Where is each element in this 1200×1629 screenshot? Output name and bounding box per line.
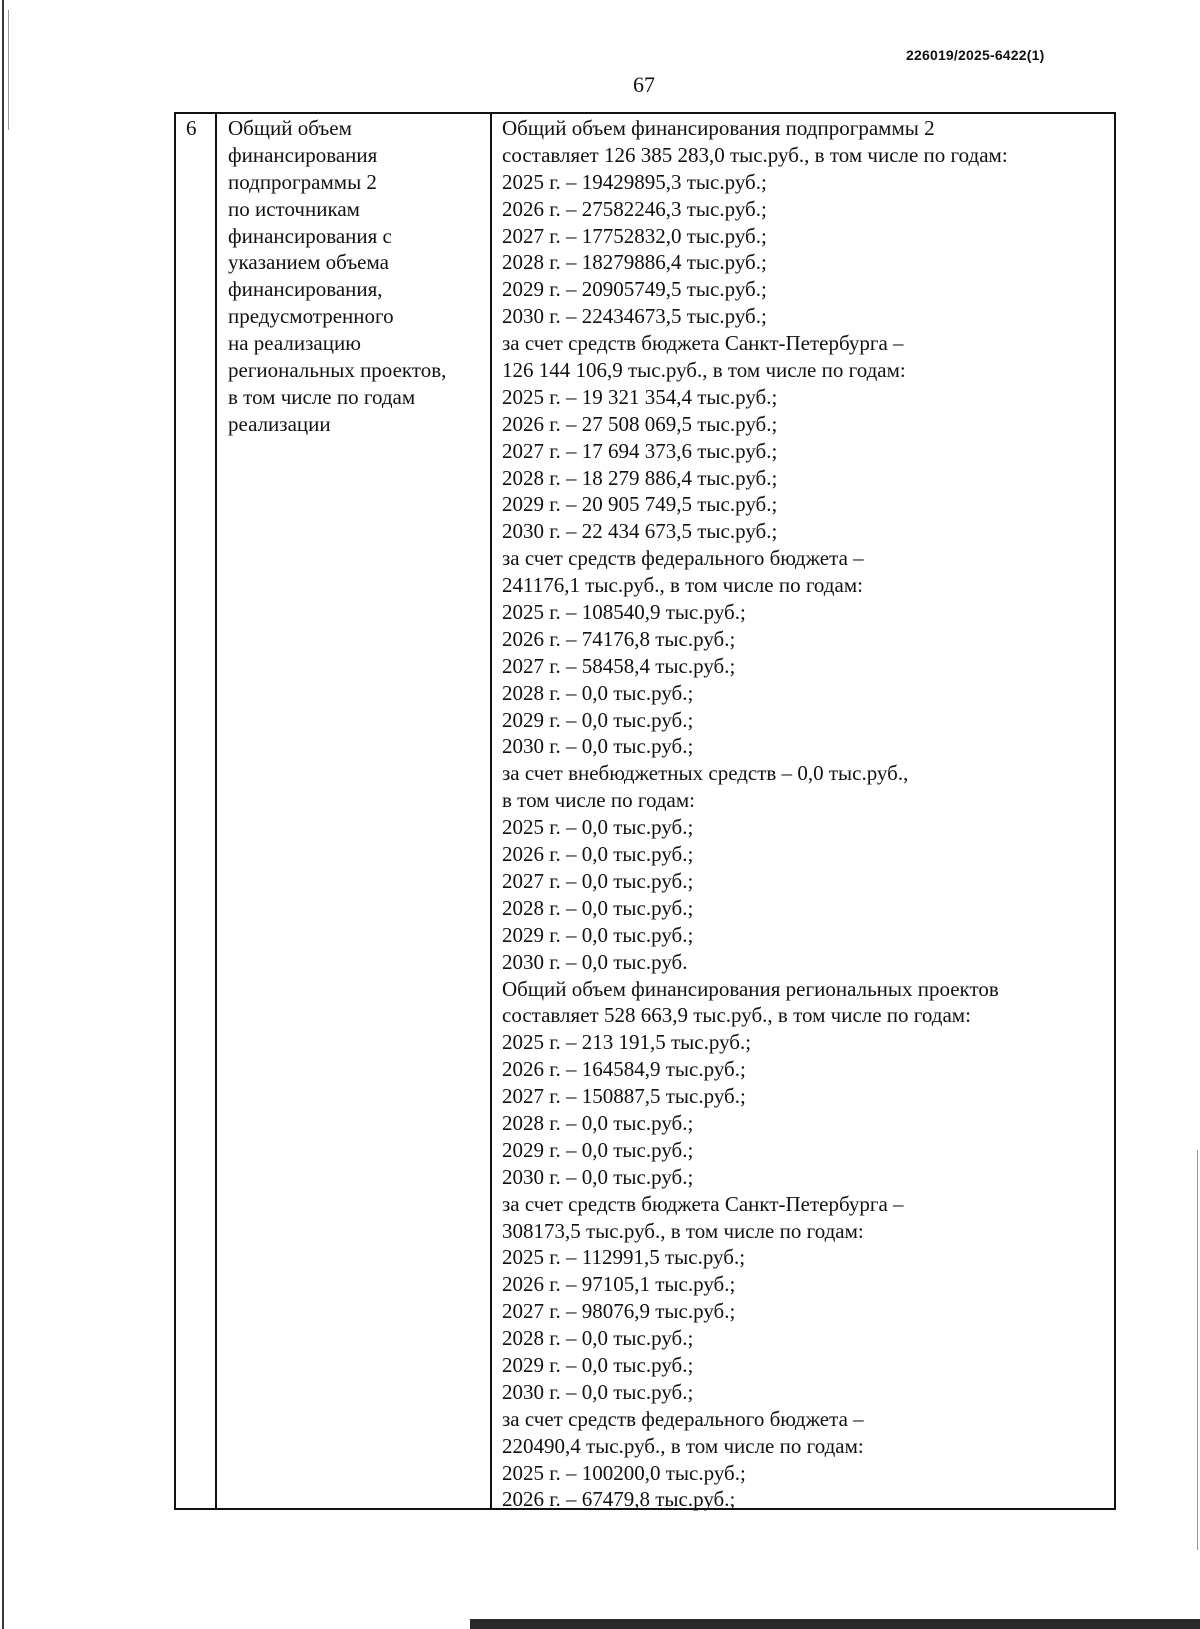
row-label-cell xyxy=(228,115,446,438)
content-line: 2027 г. – 0,0 тыс.руб.; xyxy=(502,868,694,893)
content-line: за счет средств бюджета Санкт-Петербурга – xyxy=(502,331,904,356)
label-line: в том числе по годам xyxy=(228,384,416,409)
content-line: 2027 г. – 150887,5 тыс.руб.; xyxy=(502,1084,746,1109)
content-line: 2025 г. – 0,0 тыс.руб.; xyxy=(502,815,694,840)
content-line: 2025 г. – 108540,9 тыс.руб.; xyxy=(502,600,746,625)
content-line: 2030 г. – 22434673,5 тыс.руб.; xyxy=(502,304,767,329)
content-line: 241176,1 тыс.руб., в том числе по годам: xyxy=(502,573,863,598)
content-line: 2026 г. – 74176,8 тыс.руб.; xyxy=(502,626,736,651)
content-line: 2027 г. – 17752832,0 тыс.руб.; xyxy=(502,223,767,248)
content-line: 2027 г. – 58458,4 тыс.руб.; xyxy=(502,653,736,678)
financing-table xyxy=(174,112,1116,1510)
row-number-cell: 6 xyxy=(186,116,197,140)
content-line: за счет внебюджетных средств – 0,0 тыс.руб., xyxy=(502,761,909,786)
label-line: финансирования с xyxy=(228,223,392,248)
scan-artifact-right xyxy=(1197,1150,1198,1550)
content-line: 2029 г. – 0,0 тыс.руб.; xyxy=(502,1137,694,1162)
content-line: 2025 г. – 19429895,3 тыс.руб.; xyxy=(502,169,767,194)
content-line: 2027 г. – 17 694 373,6 тыс.руб.; xyxy=(502,438,778,463)
content-line: 2030 г. – 0,0 тыс.руб.; xyxy=(502,1164,694,1189)
content-line: 308173,5 тыс.руб., в том числе по годам: xyxy=(502,1218,864,1243)
content-line: 2030 г. – 0,0 тыс.руб. xyxy=(502,949,688,974)
content-line: 2030 г. – 22 434 673,5 тыс.руб.; xyxy=(502,519,778,544)
content-line: за счет средств федерального бюджета – xyxy=(502,546,864,571)
page-number: 67 xyxy=(633,72,655,97)
content-line: 2025 г. – 213 191,5 тыс.руб.; xyxy=(502,1030,752,1055)
content-line: 2025 г. – 19 321 354,4 тыс.руб.; xyxy=(502,384,778,409)
content-line: 2028 г. – 18 279 886,4 тыс.руб.; xyxy=(502,465,778,490)
content-line: 2030 г. – 0,0 тыс.руб.; xyxy=(502,734,694,759)
content-line: 2026 г. – 67479,8 тыс.руб.; xyxy=(502,1487,736,1512)
label-line: финансирования xyxy=(228,142,378,167)
document-id: 226019/2025-6422(1) xyxy=(906,47,1045,63)
content-line: 2028 г. – 0,0 тыс.руб.; xyxy=(502,895,694,920)
content-line: 2028 г. – 18279886,4 тыс.руб.; xyxy=(502,250,767,275)
content-line: 2029 г. – 0,0 тыс.руб.; xyxy=(502,1352,694,1377)
content-line: 2026 г. – 97105,1 тыс.руб.; xyxy=(502,1272,736,1297)
label-line: Общий объем xyxy=(228,116,352,140)
content-line: Общий объем финансирования подпрограммы 2 xyxy=(502,116,935,140)
content-line: 2026 г. – 27582246,3 тыс.руб.; xyxy=(502,196,767,221)
label-line: финансирования, xyxy=(228,277,383,302)
label-line: предусмотренного xyxy=(228,304,394,329)
scan-border-bottom xyxy=(470,1619,1200,1629)
content-line: 2030 г. – 0,0 тыс.руб.; xyxy=(502,1379,694,1404)
content-line: 2028 г. – 0,0 тыс.руб.; xyxy=(502,1326,694,1351)
content-line: 2025 г. – 112991,5 тыс.руб.; xyxy=(502,1245,746,1270)
content-line: 2029 г. – 0,0 тыс.руб.; xyxy=(502,922,694,947)
content-line: 2027 г. – 98076,9 тыс.руб.; xyxy=(502,1299,736,1324)
content-line: 126 144 106,9 тыс.руб., в том числе по годам: xyxy=(502,358,906,383)
content-line: 220490,4 тыс.руб., в том числе по годам: xyxy=(502,1433,864,1458)
scan-border-left xyxy=(2,0,4,1629)
scan-artifact-left xyxy=(8,10,9,130)
content-line: 2028 г. – 0,0 тыс.руб.; xyxy=(502,680,694,705)
label-line: на реализацию xyxy=(228,331,361,356)
content-line: составляет 528 663,9 тыс.руб., в том числе по годам: xyxy=(502,1003,971,1028)
column-divider xyxy=(490,114,492,1508)
content-line: 2028 г. – 0,0 тыс.руб.; xyxy=(502,1110,694,1135)
content-line: 2029 г. – 20 905 749,5 тыс.руб.; xyxy=(502,492,778,517)
content-line: составляет 126 385 283,0 тыс.руб., в том числе по годам: xyxy=(502,142,1008,167)
content-line: за счет средств бюджета Санкт-Петербурга – xyxy=(502,1191,904,1216)
label-line: реализации xyxy=(228,411,331,436)
content-line: 2029 г. – 20905749,5 тыс.руб.; xyxy=(502,277,767,302)
content-line: в том числе по годам: xyxy=(502,788,695,813)
content-line: 2026 г. – 164584,9 тыс.руб.; xyxy=(502,1057,746,1082)
label-line: по источникам xyxy=(228,196,360,221)
content-line: Общий объем финансирования региональных проектов xyxy=(502,976,999,1001)
content-line: 2026 г. – 27 508 069,5 тыс.руб.; xyxy=(502,411,778,436)
content-line: за счет средств федерального бюджета – xyxy=(502,1406,864,1431)
label-line: региональных проектов, xyxy=(228,358,447,383)
row-content-cell xyxy=(502,115,1008,1513)
label-line: указанием объема xyxy=(228,250,389,275)
content-line: 2029 г. – 0,0 тыс.руб.; xyxy=(502,707,694,732)
column-divider xyxy=(215,114,217,1508)
label-line: подпрограммы 2 xyxy=(228,169,377,194)
content-line: 2026 г. – 0,0 тыс.руб.; xyxy=(502,842,694,867)
content-line: 2025 г. – 100200,0 тыс.руб.; xyxy=(502,1460,746,1485)
